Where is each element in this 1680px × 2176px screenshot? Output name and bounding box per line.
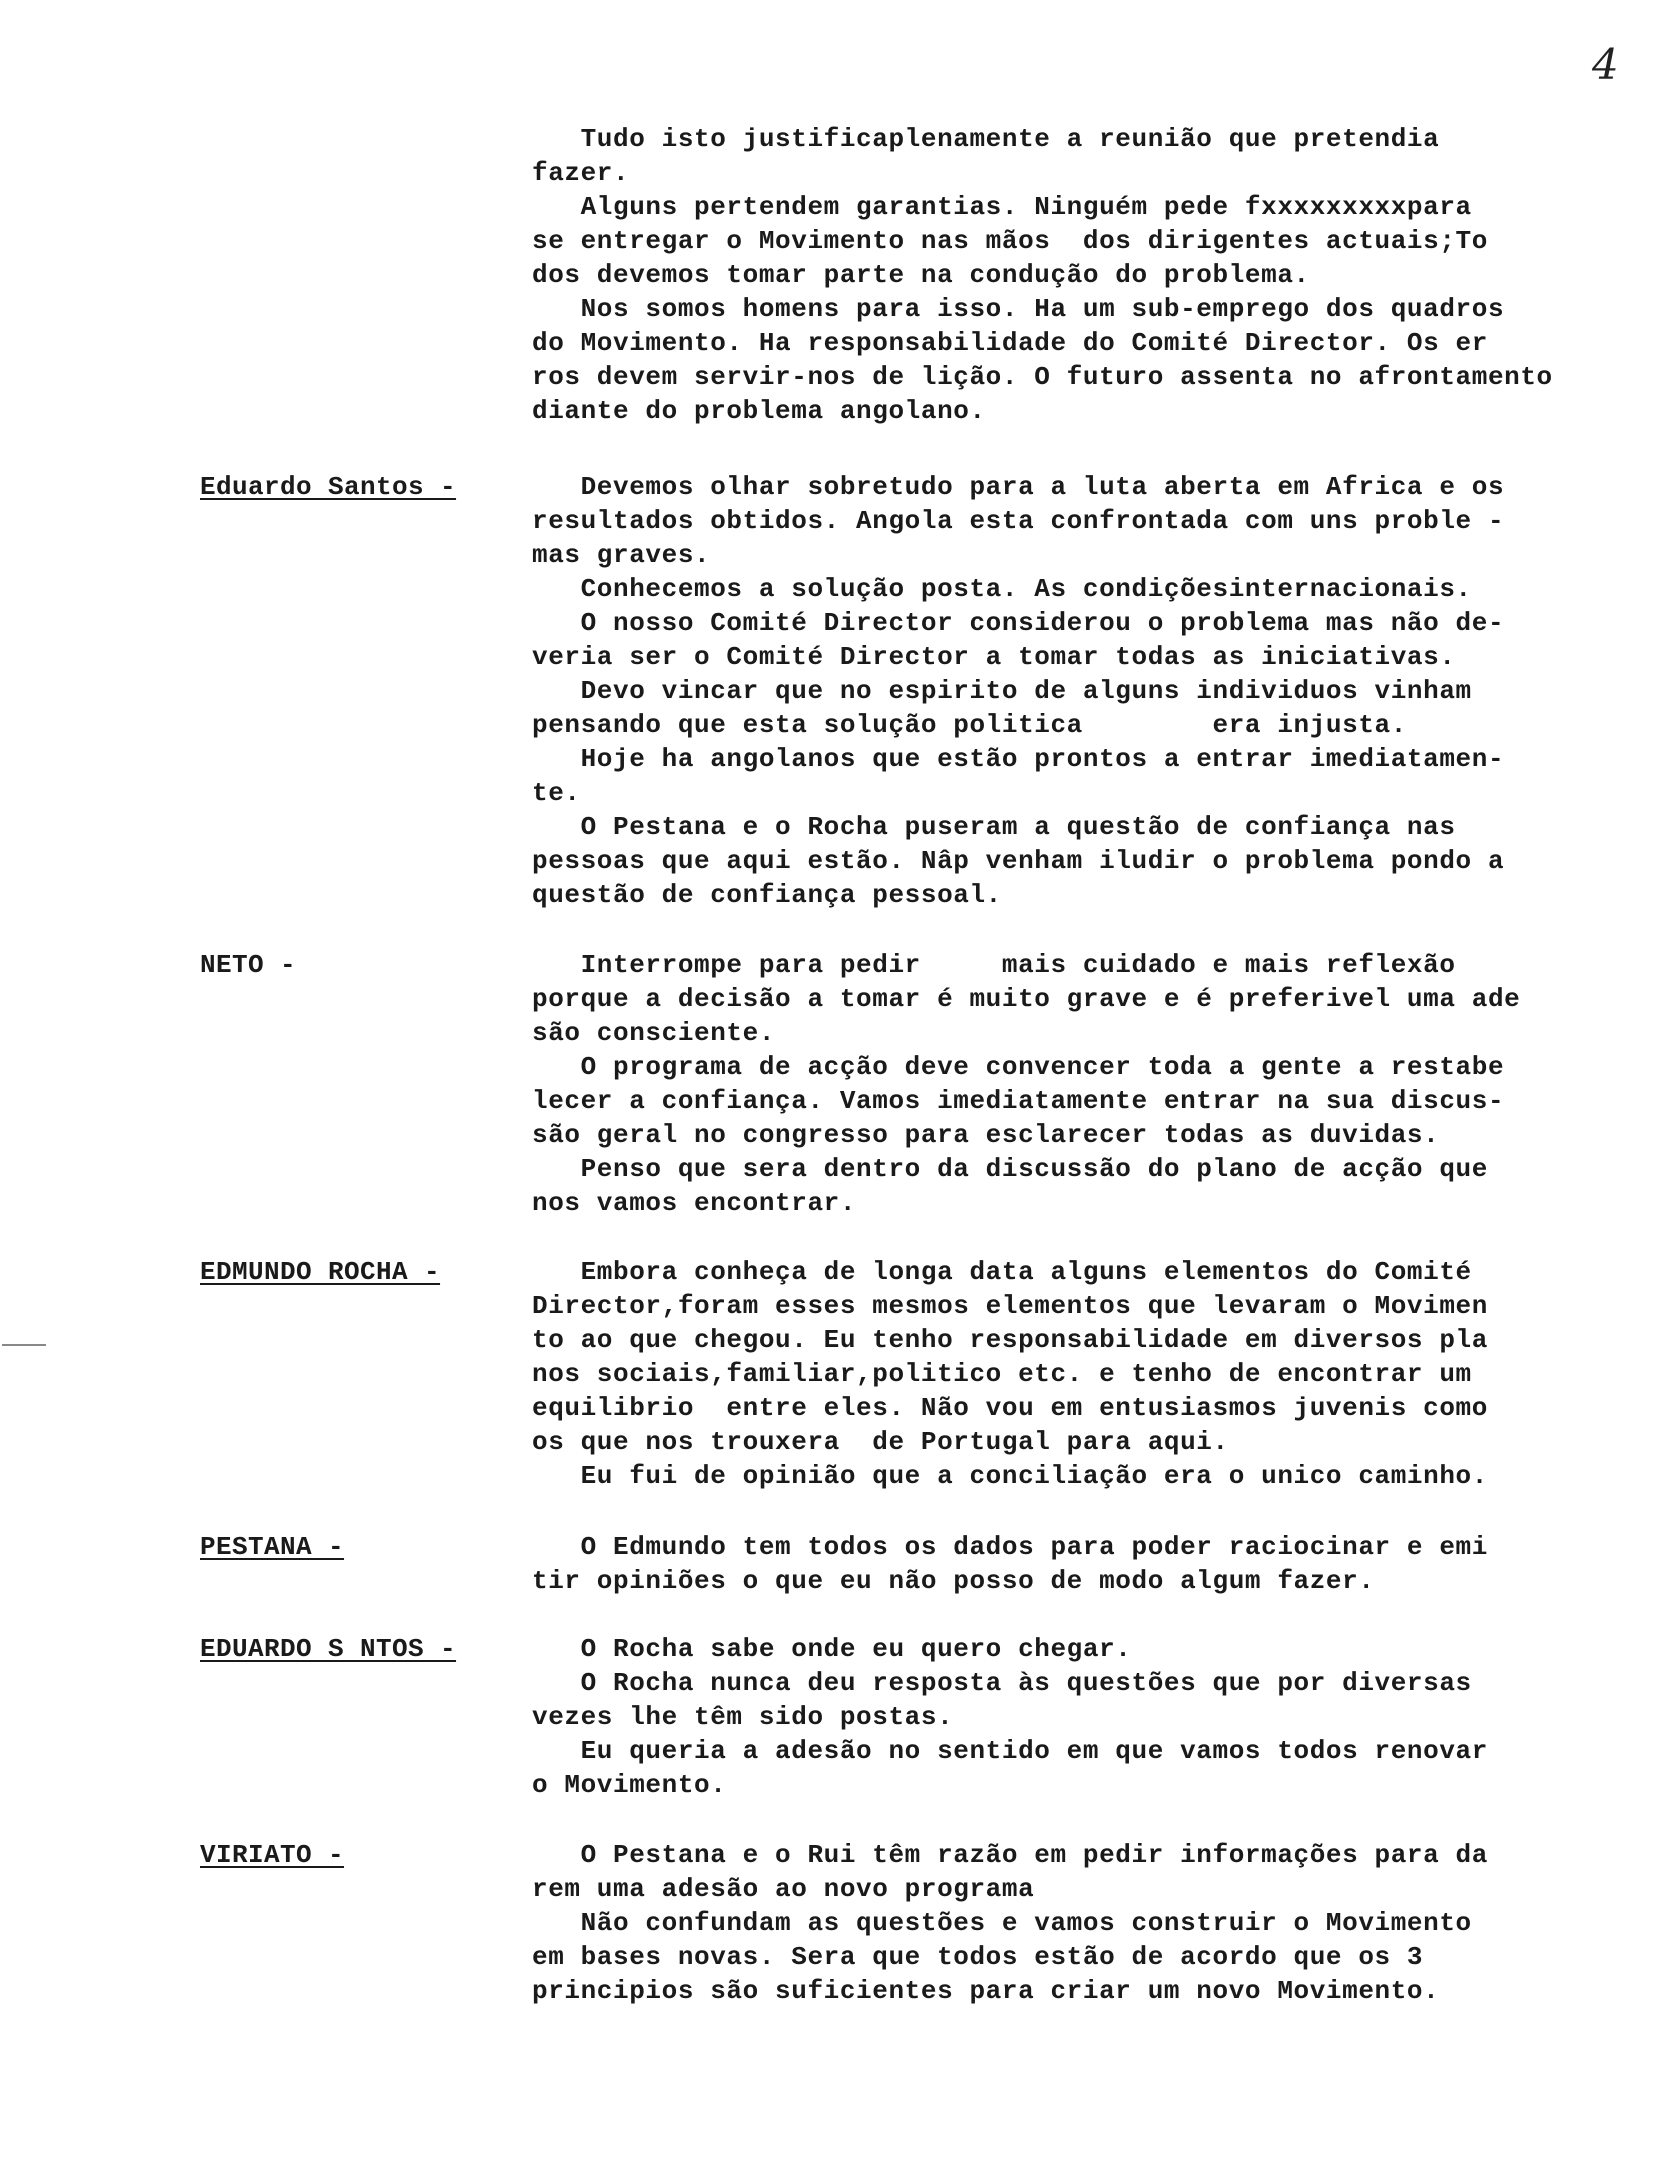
text-line: Nos somos homens para isso. Ha um sub-emprego dos quadros	[532, 294, 1505, 324]
text-line: O Pestana e o Rui têm razão em pedir informações para da	[532, 1840, 1488, 1870]
text-line: Penso que sera dentro da discussão do plano de acção que	[532, 1154, 1488, 1184]
text-line: Eu fui de opinião que a conciliação era o unico caminho.	[532, 1461, 1488, 1491]
speech-text	[532, 470, 1652, 912]
text-line: te.	[532, 778, 581, 808]
text-line: Devemos olhar sobretudo para a luta aberta em Africa e os	[532, 472, 1505, 502]
text-line: diante do problema angolano.	[532, 396, 986, 426]
text-line: Eu queria a adesão no sentido em que vamos todos renovar	[532, 1736, 1488, 1766]
text-line: pensando que esta solução politica era injusta.	[532, 710, 1407, 740]
text-line: do Movimento. Ha responsabilidade do Comité Director. Os er	[532, 328, 1488, 358]
text-line: O Pestana e o Rocha puseram a questão de confiança nas	[532, 812, 1456, 842]
text-line: rem uma adesão ao novo programa	[532, 1874, 1035, 1904]
page-number: 4	[1592, 40, 1619, 89]
speech-text	[532, 1530, 1652, 1598]
text-line: Não confundam as questões e vamos construir o Movimento	[532, 1908, 1472, 1938]
text-line: Devo vincar que no espirito de alguns individuos vinham	[532, 676, 1472, 706]
speaker-name: VIRIATO -	[200, 1840, 345, 1870]
text-line: Hoje ha angolanos que estão prontos a entrar imediatamen-	[532, 744, 1505, 774]
text-line: são geral no congresso para esclarecer todas as duvidas.	[532, 1120, 1440, 1150]
text-line: os que nos trouxera de Portugal para aqui.	[532, 1427, 1229, 1457]
text-line: veria ser o Comité Director a tomar todas as iniciativas.	[532, 642, 1456, 672]
speaker-name: NETO -	[200, 950, 297, 980]
text-line: o Movimento.	[532, 1770, 727, 1800]
text-line: O Rocha nunca deu resposta às questões que por diversas	[532, 1668, 1472, 1698]
text-line: O Edmundo tem todos os dados para poder raciocinar e emi	[532, 1532, 1488, 1562]
speaker-name: EDMUNDO ROCHA -	[200, 1257, 441, 1287]
intro-paragraph	[532, 122, 1652, 428]
text-line: resultados obtidos. Angola esta confrontada com uns proble -	[532, 506, 1505, 536]
text-line: vezes lhe têm sido postas.	[532, 1702, 954, 1732]
scan-mark	[2, 1344, 46, 1346]
text-line: nos vamos encontrar.	[532, 1188, 857, 1218]
speaker-name: PESTANA -	[200, 1532, 345, 1562]
text-line: se entregar o Movimento nas mãos dos dirigentes actuais;To	[532, 226, 1488, 256]
text-line: Tudo isto justificaplenamente a reunião que pretendia	[532, 124, 1440, 154]
text-line: nos sociais,familiar,politico etc. e tenho de encontrar um	[532, 1359, 1472, 1389]
text-line: Director,foram esses mesmos elementos que levaram o Movimen	[532, 1291, 1488, 1321]
text-line: porque a decisão a tomar é muito grave e é preferivel uma ade	[532, 984, 1521, 1014]
speaker-name: EDUARDO S NTOS -	[200, 1634, 457, 1664]
text-line: O nosso Comité Director considerou o problema mas não de-	[532, 608, 1505, 638]
text-line: O programa de acção deve convencer toda a gente a restabe	[532, 1052, 1505, 1082]
text-line: questão de confiança pessoal.	[532, 880, 1002, 910]
text-line: pessoas que aqui estão. Nâp venham iludir o problema pondo a	[532, 846, 1505, 876]
text-line: to ao que chegou. Eu tenho responsabilidade em diversos pla	[532, 1325, 1488, 1355]
text-line: equilibrio entre eles. Não vou em entusiasmos juvenis como	[532, 1393, 1488, 1423]
text-line: tir opiniões o que eu não posso de modo algum fazer.	[532, 1566, 1375, 1596]
speech-text	[532, 1838, 1652, 2008]
text-line: são consciente.	[532, 1018, 776, 1048]
text-line: Embora conheça de longa data alguns elementos do Comité	[532, 1257, 1472, 1287]
text-line: Alguns pertendem garantias. Ninguém pede fxxxxxxxxxpara	[532, 192, 1472, 222]
speech-text	[532, 1632, 1652, 1802]
text-line: Interrompe para pedir mais cuidado e mais reflexão	[532, 950, 1456, 980]
speech-text	[532, 1255, 1652, 1493]
text-line: principios são suficientes para criar um novo Movimento.	[532, 1976, 1440, 2006]
speech-text	[532, 948, 1652, 1220]
speaker-name: Eduardo Santos -	[200, 472, 457, 502]
text-line: O Rocha sabe onde eu quero chegar.	[532, 1634, 1132, 1664]
text-line: em bases novas. Sera que todos estão de acordo que os 3	[532, 1942, 1424, 1972]
text-line: lecer a confiança. Vamos imediatamente entrar na sua discus-	[532, 1086, 1505, 1116]
text-line: dos devemos tomar parte na condução do problema.	[532, 260, 1310, 290]
text-line: fazer.	[532, 158, 630, 188]
text-line: mas graves.	[532, 540, 711, 570]
text-line: Conhecemos a solução posta. As condiçõesinternacionais.	[532, 574, 1472, 604]
text-line: ros devem servir-nos de lição. O futuro assenta no afrontamento	[532, 362, 1553, 392]
